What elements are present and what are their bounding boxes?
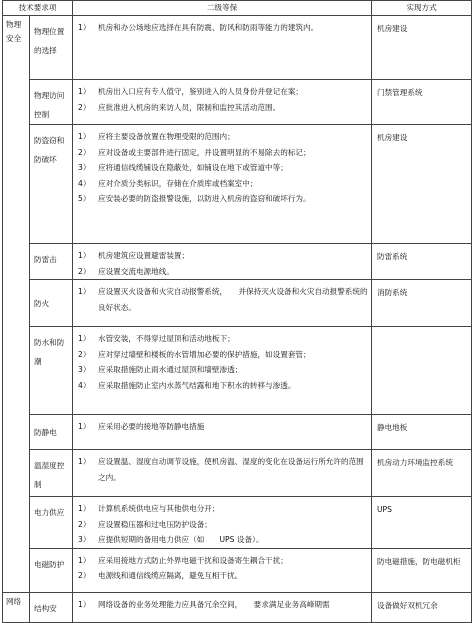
requirement-text: 应对设备或主要部件进行固定，并设置明显的不易除去的标记； [98,147,311,157]
implementation-cell: 机房建设 [372,125,472,244]
requirement-list [73,280,372,327]
requirement-list-item [78,84,368,100]
requirement-text: 机房建筑应设置避雷装置； [98,251,190,260]
requirement-number: 2） [78,147,91,157]
requirement-list-item [78,160,368,176]
requirement-text: 应设置交流电源地线。 [98,266,174,276]
requirement-number: 1） [78,287,91,296]
implementation-cell: 机房建设 [372,16,472,80]
implementation-cell: 设备做好双机冗余 [372,592,472,622]
requirement-text: 应采用接地方式防止外界电磁干扰和设备寄生耦合干扰； [98,555,288,565]
requirement-text: 应设置温、湿度自动调节设施，使机房温、湿度的变化在设备运行所允许的范围之内。 [98,457,364,482]
requirement-text: 应提供短期的备用电力供应（如 UPS 设备）。 [98,535,264,544]
requirement-list-item [78,501,368,517]
requirement-text: 水管安装，不得穿过屋顶和活动地板下； [98,334,235,343]
requirement-number: 1） [78,555,91,565]
requirement-list-item [78,248,368,264]
requirement-number: 1） [78,132,91,141]
requirement-list [73,450,372,497]
requirement-item-name: 防雷击 [30,244,73,280]
requirement-number: 1） [78,251,91,260]
requirement-list-item [78,532,368,548]
requirement-text: 应设置稳压器和过电压防护设备； [98,519,212,529]
requirement-list-item [78,264,368,280]
table-row [3,415,472,450]
table-row [3,327,472,415]
requirement-list [73,415,372,450]
requirement-text: 机房出入口应有专人值守，鉴别进入的人员身份并登记在案； [98,87,304,96]
table-row [3,80,472,125]
table-row [3,548,472,592]
requirement-text: 机房和办公场地应选择在具有防震、防风和防雨等能力的建筑内。 [98,23,319,32]
requirement-text: 应设置灭火设备和火灾自动报警系统， 并保持灭火设备和火灾自动报警系统的良好状态。 [98,287,368,312]
table-row [3,497,472,549]
requirement-text: 网络设备的业务处理能力应具备冗余空间， 要求满足业务高峰期需 [98,599,330,609]
requirement-number: 1） [78,23,91,32]
requirement-list-item [78,129,368,145]
requirement-text: 应对介质分类标识，存储在介质库或档案室中； [98,178,258,188]
requirement-number: 3） [78,365,91,374]
requirement-item-name: 物理访问控制 [30,80,73,125]
implementation-cell: 防雷系统 [372,244,472,280]
requirement-text: 电源线和通信线缆应隔离，避免互相干扰。 [98,571,243,580]
requirement-list [73,548,372,592]
requirement-number: 4） [78,178,91,188]
table-row [3,16,472,80]
requirement-list-item [78,517,368,533]
requirement-item-name: 防水和防潮 [30,327,73,415]
table-row [3,125,472,244]
requirement-number: 2） [78,571,91,580]
requirement-list-item [78,378,368,394]
requirement-item-name: 温湿度控制 [30,450,73,497]
requirement-text: 应将通信线缆铺设在隐蔽处，如铺设在地下或管道中等； [98,163,288,172]
category-cell: 物理安全 [3,16,30,593]
table-row [3,450,472,497]
requirement-list-item [78,419,368,435]
implementation-cell: UPS [372,497,472,549]
requirement-list [73,125,372,244]
requirement-number: 3） [78,535,91,544]
requirement-number: 1） [78,504,91,513]
implementation-cell: 机房动力环境监控系统 [372,450,472,497]
requirement-number: 2） [78,102,91,112]
requirement-number: 3） [78,163,91,172]
requirement-item-name: 结构安 [30,592,73,622]
implementation-cell [372,327,472,415]
requirement-list [73,80,372,125]
requirement-text: 应安装必要的防盗报警设施，以防进入机房的盗窃和破坏行为。 [98,194,311,203]
requirement-number: 1） [78,334,91,343]
requirement-text: 应批准进入机房的来访人员，限制和监控其活动范围。 [98,102,281,112]
requirement-item-name: 电磁防护 [30,548,73,592]
requirement-list-item [78,362,368,378]
requirement-number: 1） [78,457,91,466]
requirement-item-name: 防静电 [30,415,73,450]
requirement-list [73,327,372,415]
requirement-number: 2） [78,266,91,276]
requirement-number: 4） [78,380,91,390]
requirement-text: 应对穿过墙壁和楼板的水管增加必要的保护措施，如设置套管； [98,349,311,359]
requirement-text: 应采取措施防止雨水通过屋顶和墙壁渗透； [98,365,243,374]
requirement-list [73,592,372,622]
requirement-number: 1） [78,599,91,609]
requirement-list [73,16,372,80]
requirement-item-name: 防盗窃和防破坏 [30,125,73,244]
requirement-list [73,244,372,280]
requirement-number: 1） [78,422,91,431]
implementation-cell: 消防系统 [372,280,472,327]
requirement-list-item [78,145,368,161]
requirement-list-item [78,553,368,569]
implementation-cell: 静电地板 [372,415,472,450]
requirement-number: 2） [78,349,91,359]
requirement-list-item [78,568,368,584]
requirement-text: 计算机系统供电应与其他供电分开； [98,504,220,513]
table-row [3,244,472,280]
requirement-list [73,497,372,549]
requirement-list-item [78,454,368,485]
requirement-list-item [78,100,368,116]
requirement-item-name: 防火 [30,280,73,327]
requirement-list-item [78,284,368,315]
requirement-list-item [78,20,368,36]
requirement-item-name: 电力供应 [30,497,73,549]
requirement-list-item [78,597,368,613]
requirement-number: 1） [78,87,91,96]
header-implementation: 实现方式 [372,1,472,16]
table-header-row [3,1,472,16]
requirement-number: 5） [78,194,91,203]
requirement-list-item [78,331,368,347]
requirement-list-item [78,176,368,192]
implementation-cell: 防电磁措施，防电磁机柜 [372,548,472,592]
requirement-text: 应采用必要的接地等防静电措施 [98,422,205,431]
table-row [3,280,472,327]
implementation-cell: 门禁管理系统 [372,80,472,125]
requirement-text: 应将主要设备放置在物理受限的范围内； [98,132,235,141]
header-level2: 二级等保 [73,1,372,16]
requirement-list-item [78,191,368,207]
category-cell: 网络 [3,592,30,622]
requirement-list-item [78,347,368,363]
requirement-text: 应采取措施防止室内水蒸气结露和地下积水的转移与渗透。 [98,380,296,390]
requirements-table [2,0,472,623]
requirement-number: 2） [78,519,91,529]
requirement-item-name: 物理位置的选择 [30,16,73,80]
table-row [3,592,472,622]
header-requirement-item: 技术要求项 [3,1,73,16]
